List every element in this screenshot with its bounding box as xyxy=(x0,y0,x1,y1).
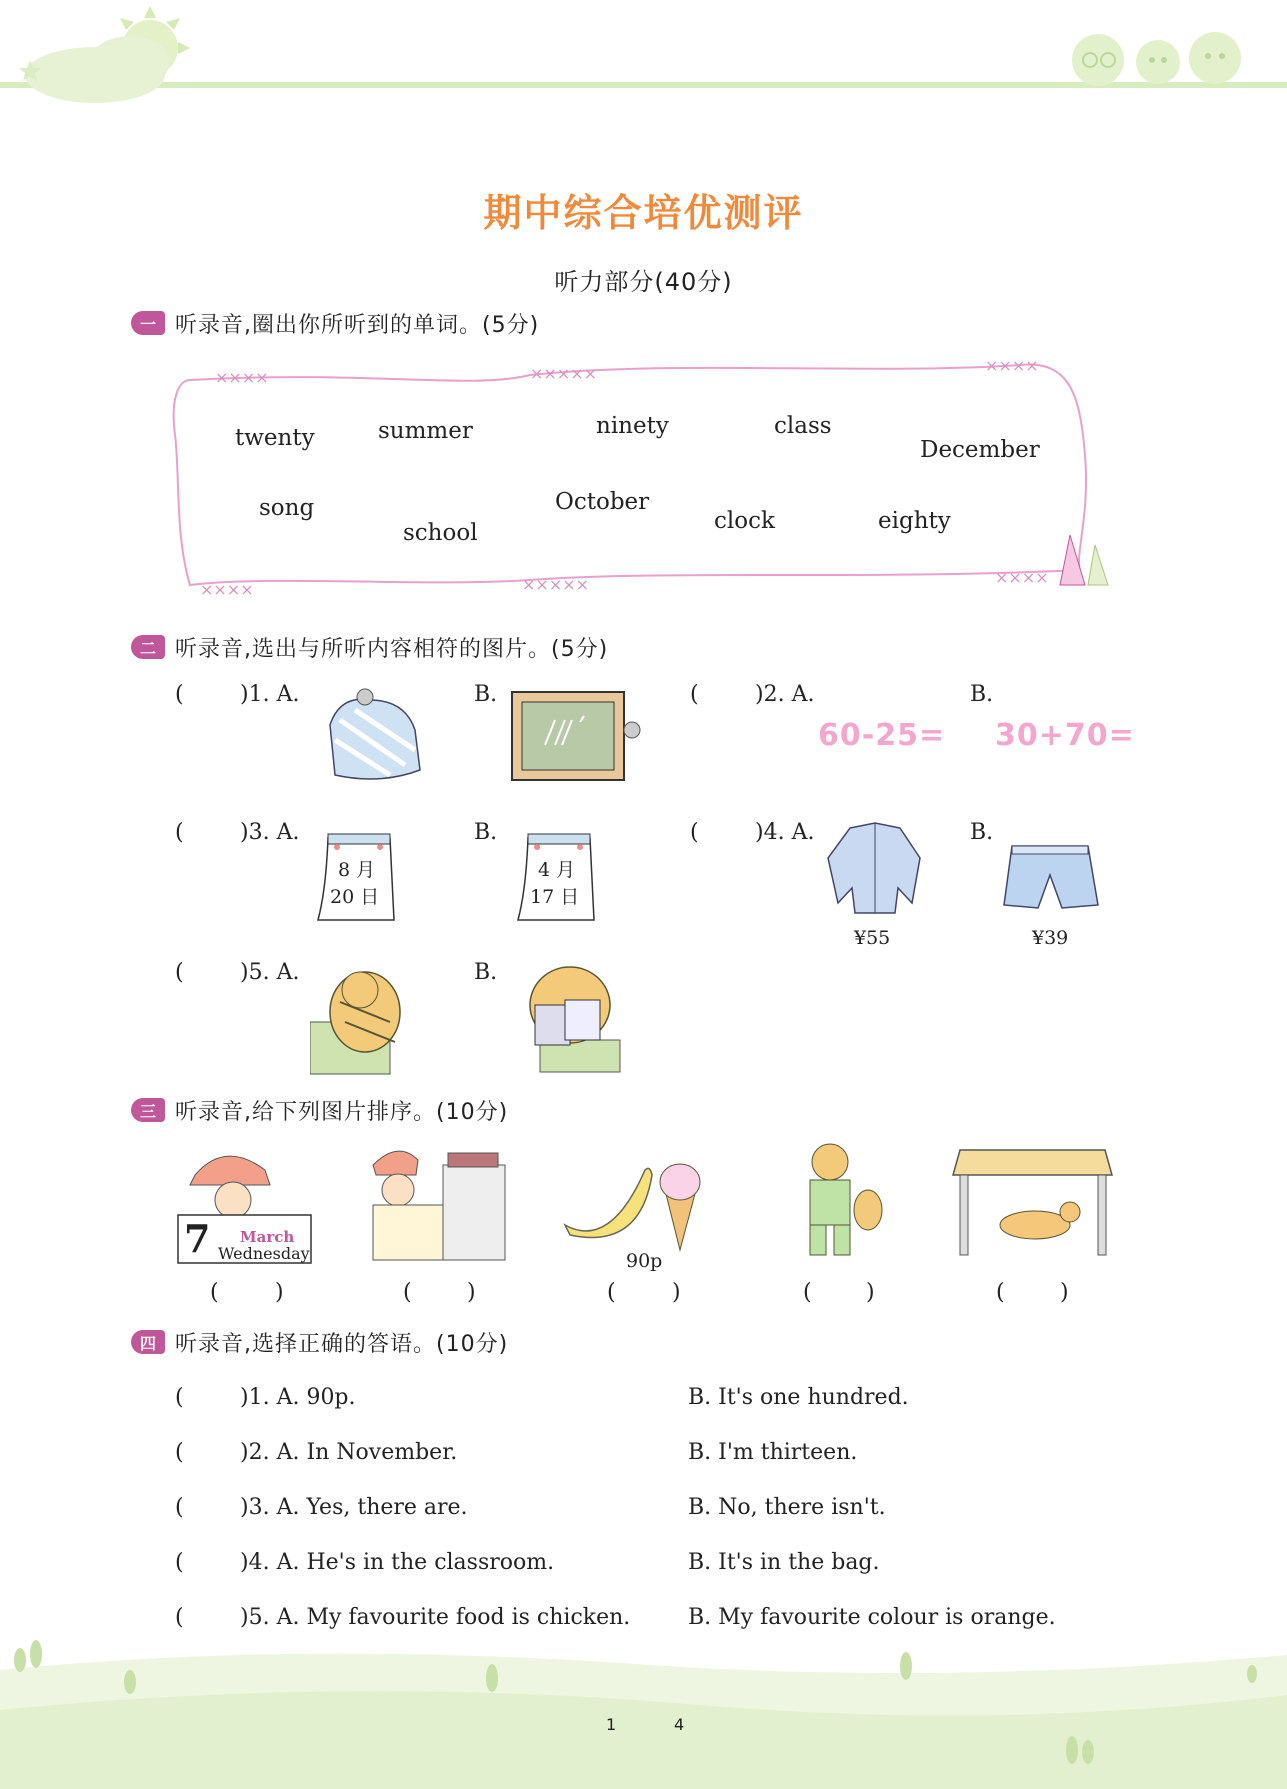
answer-close-paren: ) xyxy=(1060,1280,1069,1305)
word-box-border xyxy=(170,355,1120,595)
section-3-heading xyxy=(131,1095,508,1125)
answer-open-paren[interactable]: ( xyxy=(996,1280,1005,1305)
section-4-heading xyxy=(131,1327,508,1357)
shorts-image xyxy=(1000,840,1100,915)
word-item[interactable]: December xyxy=(920,437,1040,463)
question-option-a: )1. A. 90p. xyxy=(240,1385,356,1410)
blackboard-image xyxy=(510,690,645,785)
word-item[interactable]: summer xyxy=(378,418,473,444)
answer-open-paren[interactable]: ( xyxy=(175,820,184,845)
banana-icecream-image xyxy=(560,1140,710,1265)
tiger-books-image xyxy=(515,960,625,1075)
equation-b: 30+70= xyxy=(995,718,1135,753)
question-option-b: B. No, there isn't. xyxy=(688,1495,886,1520)
question-number: )3. A. xyxy=(240,820,300,845)
child-at-desk-image xyxy=(368,1145,508,1265)
word-item[interactable]: twenty xyxy=(235,425,315,451)
page-subtitle: 听力部分(40分) xyxy=(554,268,733,296)
calendar-month: March xyxy=(240,1228,295,1246)
word-item[interactable]: eighty xyxy=(878,508,951,534)
answer-open-paren[interactable]: ( xyxy=(690,820,699,845)
word-item[interactable]: class xyxy=(774,413,832,439)
option-b-label: B. xyxy=(970,682,994,707)
answer-open-paren[interactable]: ( xyxy=(175,1605,184,1630)
answer-open-paren[interactable]: ( xyxy=(175,682,184,707)
calendar-b-month: 4 月 xyxy=(538,859,576,881)
answer-open-paren[interactable]: ( xyxy=(690,682,699,707)
calendar-a-day: 20 日 xyxy=(330,886,380,908)
question-option-a: )2. A. In November. xyxy=(240,1440,458,1465)
equation-a: 60-25= xyxy=(818,718,946,753)
svg-text:×××××: ××××× xyxy=(522,575,590,594)
word-item[interactable]: ninety xyxy=(596,413,669,439)
answer-close-paren: ) xyxy=(275,1280,284,1305)
question-number: )1. A. xyxy=(240,682,300,707)
section-1-heading xyxy=(131,308,539,338)
answer-close-paren: ) xyxy=(467,1280,476,1305)
section-2-heading xyxy=(131,632,608,662)
shirt-image xyxy=(820,818,930,918)
answer-open-paren[interactable]: ( xyxy=(175,1495,184,1520)
svg-text:×××××: ××××× xyxy=(530,364,598,383)
svg-text:××××: ×××× xyxy=(215,368,269,387)
tiger-overalls-image xyxy=(780,1140,900,1265)
word-item[interactable]: clock xyxy=(714,508,775,534)
question-option-b: B. It's in the bag. xyxy=(688,1550,880,1575)
section-instruction: 听录音,给下列图片排序。(10分) xyxy=(175,1099,509,1125)
answer-open-paren[interactable]: ( xyxy=(175,1550,184,1575)
sun-cloud-decoration xyxy=(0,0,200,110)
answer-open-paren[interactable]: ( xyxy=(403,1280,412,1305)
page-number-left: 1 xyxy=(606,1715,617,1734)
question-option-a: )3. A. Yes, there are. xyxy=(240,1495,468,1520)
question-option-a: )4. A. He's in the classroom. xyxy=(240,1550,555,1575)
svg-text:××××: ×××× xyxy=(985,356,1039,375)
question-option-b: B. I'm thirteen. xyxy=(688,1440,858,1465)
word-item[interactable]: school xyxy=(403,520,478,546)
answer-open-paren[interactable]: ( xyxy=(175,960,184,985)
calendar-weekday: Wednesday xyxy=(218,1244,310,1263)
question-option-b: B. My favourite colour is orange. xyxy=(688,1605,1056,1630)
answer-close-paren: ) xyxy=(866,1280,875,1305)
svg-text:××××: ×××× xyxy=(200,580,254,595)
answer-open-paren[interactable]: ( xyxy=(210,1280,219,1305)
question-option-b: B. It's one hundred. xyxy=(688,1385,909,1410)
question-number: )2. A. xyxy=(755,682,815,707)
hills-footer-decoration xyxy=(0,1640,1287,1789)
option-b-label: B. xyxy=(474,682,498,707)
section-instruction: 听录音,选择正确的答语。(10分) xyxy=(175,1331,509,1357)
page-title: 期中综合培优测评 xyxy=(483,191,804,235)
question-number: )5. A. xyxy=(240,960,300,985)
word-item[interactable]: song xyxy=(259,495,315,521)
calendar-a-month: 8 月 xyxy=(338,859,376,881)
section-badge: 二 xyxy=(131,635,165,659)
price-label-a: ¥55 xyxy=(854,927,891,949)
backpack-image xyxy=(310,685,435,785)
cat-under-table-image xyxy=(950,1140,1115,1260)
calendar-day-number: 7 xyxy=(184,1216,211,1261)
section-badge: 一 xyxy=(131,311,165,335)
question-option-a: )5. A. My favourite food is chicken. xyxy=(240,1605,631,1630)
section-instruction: 听录音,选出与所听内容相符的图片。(5分) xyxy=(175,636,609,662)
section-badge: 四 xyxy=(131,1330,165,1354)
svg-text:××××: ×××× xyxy=(995,568,1049,587)
price-label: 90p xyxy=(626,1250,663,1272)
animal-heads-decoration xyxy=(1060,20,1260,90)
price-label-b: ¥39 xyxy=(1032,927,1069,949)
answer-open-paren[interactable]: ( xyxy=(607,1280,616,1305)
calendar-b-day: 17 日 xyxy=(530,886,580,908)
word-item[interactable]: October xyxy=(555,489,650,515)
answer-open-paren[interactable]: ( xyxy=(175,1440,184,1465)
answer-close-paren: ) xyxy=(672,1280,681,1305)
page-number-right: 4 xyxy=(674,1715,685,1734)
answer-open-paren[interactable]: ( xyxy=(175,1385,184,1410)
section-badge: 三 xyxy=(131,1098,165,1122)
option-b-label: B. xyxy=(970,820,994,845)
option-b-label: B. xyxy=(474,960,498,985)
answer-open-paren[interactable]: ( xyxy=(803,1280,812,1305)
question-number: )4. A. xyxy=(755,820,815,845)
option-b-label: B. xyxy=(474,820,498,845)
tiger-eating-image xyxy=(310,962,420,1077)
section-instruction: 听录音,圈出你所听到的单词。(5分) xyxy=(175,312,540,338)
